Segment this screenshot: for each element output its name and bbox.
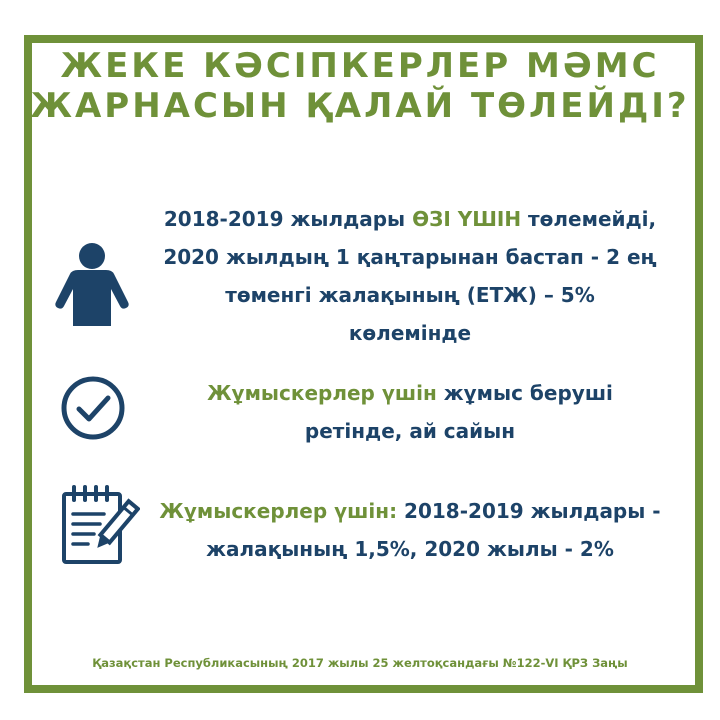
item-1-line-2: 2020 жылдың 1 қаңтарынан бастап - 2 ең xyxy=(163,245,657,269)
item-2-line-2: ретінде, ай сайын xyxy=(304,419,516,443)
item-1-line-1: 2018-2019 жылдары ӨЗІ ҮШІН төлемейді, xyxy=(163,207,657,231)
item-3-line-1: Жұмыскерлер үшін: 2018-2019 жылдары - xyxy=(159,499,661,523)
checkmark-circle-icon xyxy=(60,375,126,441)
title-line-2: ЖАРНАСЫН ҚАЛАЙ ТӨЛЕЙДІ? xyxy=(30,86,690,126)
item-1-line-3: төменгі жалақының (ЕТЖ) – 5% xyxy=(225,283,595,307)
item-1-line-4: көлемінде xyxy=(348,321,472,345)
item-3-text xyxy=(150,492,670,568)
item-1-text xyxy=(140,200,680,352)
title-line-1: ЖЕКЕ КӘСІПКЕРЛЕР МӘМС xyxy=(60,46,660,86)
law-reference-footer: Қазақстан Республикасының 2017 жылы 25 желтоқсандағы №122-VI ҚРЗ Заңы xyxy=(92,656,628,670)
item-2-text xyxy=(140,374,680,450)
notepad-pencil-icon xyxy=(60,484,140,566)
green-frame xyxy=(24,35,703,693)
page-title xyxy=(0,46,720,126)
item-2-line-1: Жұмыскерлер үшін жұмыс беруші xyxy=(207,381,613,405)
person-icon xyxy=(52,242,132,326)
item-3-line-2: жалақының 1,5%, 2020 жылы - 2% xyxy=(206,537,614,561)
